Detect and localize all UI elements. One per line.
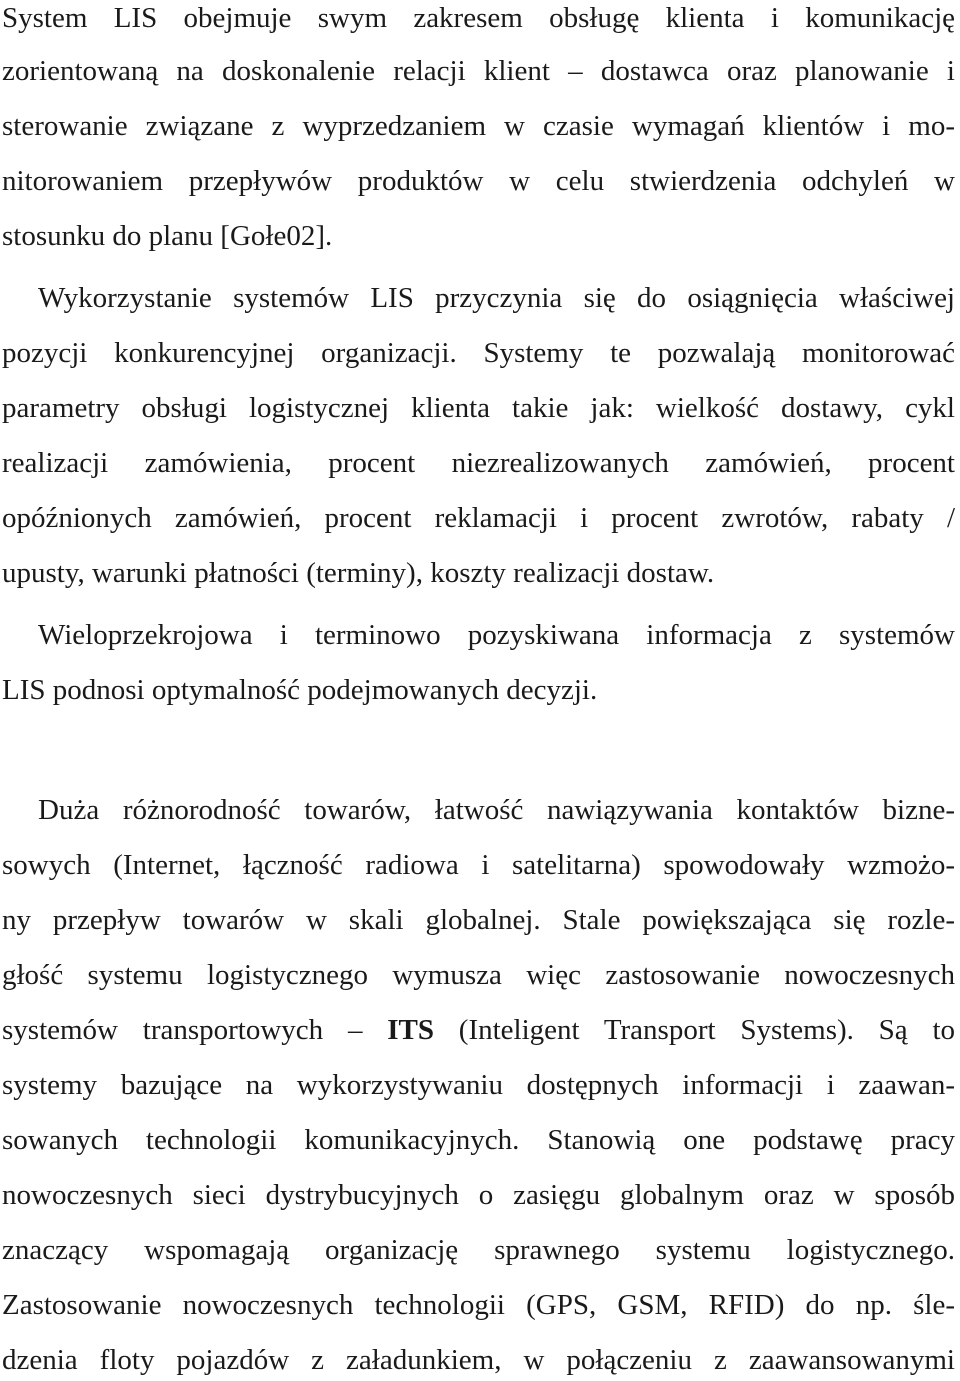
text-line: opóźnionych zamówień, procent reklamacji i procent zwrotów, rabaty /: [2, 502, 955, 534]
text-line: nowoczesnych sieci dystrybucyjnych o zasięgu globalnym oraz w sposób: [2, 1179, 955, 1211]
text-line: sowanych technologii komunikacyjnych. Stanowią one podstawę pracy: [2, 1124, 955, 1156]
text-line: [2, 1012, 955, 1048]
text-line: Wieloprzekrojowa i terminowo pozyskiwana informacja z systemów: [38, 619, 955, 651]
text-line: Zastosowanie nowoczesnych technologii (GPS, GSM, RFID) do np. śle-: [2, 1289, 955, 1321]
text-line: upusty, warunki płatności (terminy), koszty realizacji dostaw.: [2, 557, 715, 589]
text-line: systemy bazujące na wykorzystywaniu dostępnych informacji i zaawan-: [2, 1069, 955, 1101]
text-line: parametry obsługi logistycznej klienta takie jak: wielkość dostawy, cykl: [2, 392, 955, 424]
text-line: pozycji konkurencyjnej organizacji. Systemy te pozwalają monitorować: [2, 337, 955, 369]
text-line: ny przepływ towarów w skali globalnej. Stale powiększająca się rozle-: [2, 904, 955, 936]
text-line: sterowanie związane z wyprzedzaniem w czasie wymagań klientów i mo-: [2, 110, 955, 142]
text-line: sowych (Internet, łączność radiowa i satelitarna) spowodowały wzmożo-: [2, 849, 955, 881]
text-line: dzenia floty pojazdów z załadunkiem, w połączeniu z zaawansowanymi: [2, 1344, 955, 1376]
text-line: stosunku do planu [Gołe02].: [2, 220, 333, 252]
text-line: System LIS obejmuje swym zakresem obsługę klienta i komunikację: [2, 2, 955, 34]
text-line: Duża różnorodność towarów, łatwość nawiązywania kontaktów bizne-: [38, 794, 955, 826]
text-line: Wykorzystanie systemów LIS przyczynia się do osiągnięcia właściwej: [38, 282, 955, 314]
text-line: głość systemu logistycznego wymusza więc zastosowanie nowoczesnych: [2, 959, 955, 991]
text-line: nitorowaniem przepływów produktów w celu stwierdzenia odchyleń w: [2, 165, 955, 197]
its-acronym: ITS: [387, 1014, 434, 1046]
text-line: znaczący wspomagają organizację sprawnego systemu logistycznego.: [2, 1234, 955, 1266]
text-line: LIS podnosi optymalność podejmowanych decyzji.: [2, 674, 598, 706]
text-line: zorientowaną na doskonalenie relacji klient – dostawca oraz planowanie i: [2, 55, 955, 87]
text-segment: systemów transportowych –: [2, 1014, 363, 1046]
text-line: realizacji zamówienia, procent niezrealizowanych zamówień, procent: [2, 447, 955, 479]
text-segment: (Inteligent Transport Systems). Są to: [458, 1014, 956, 1046]
